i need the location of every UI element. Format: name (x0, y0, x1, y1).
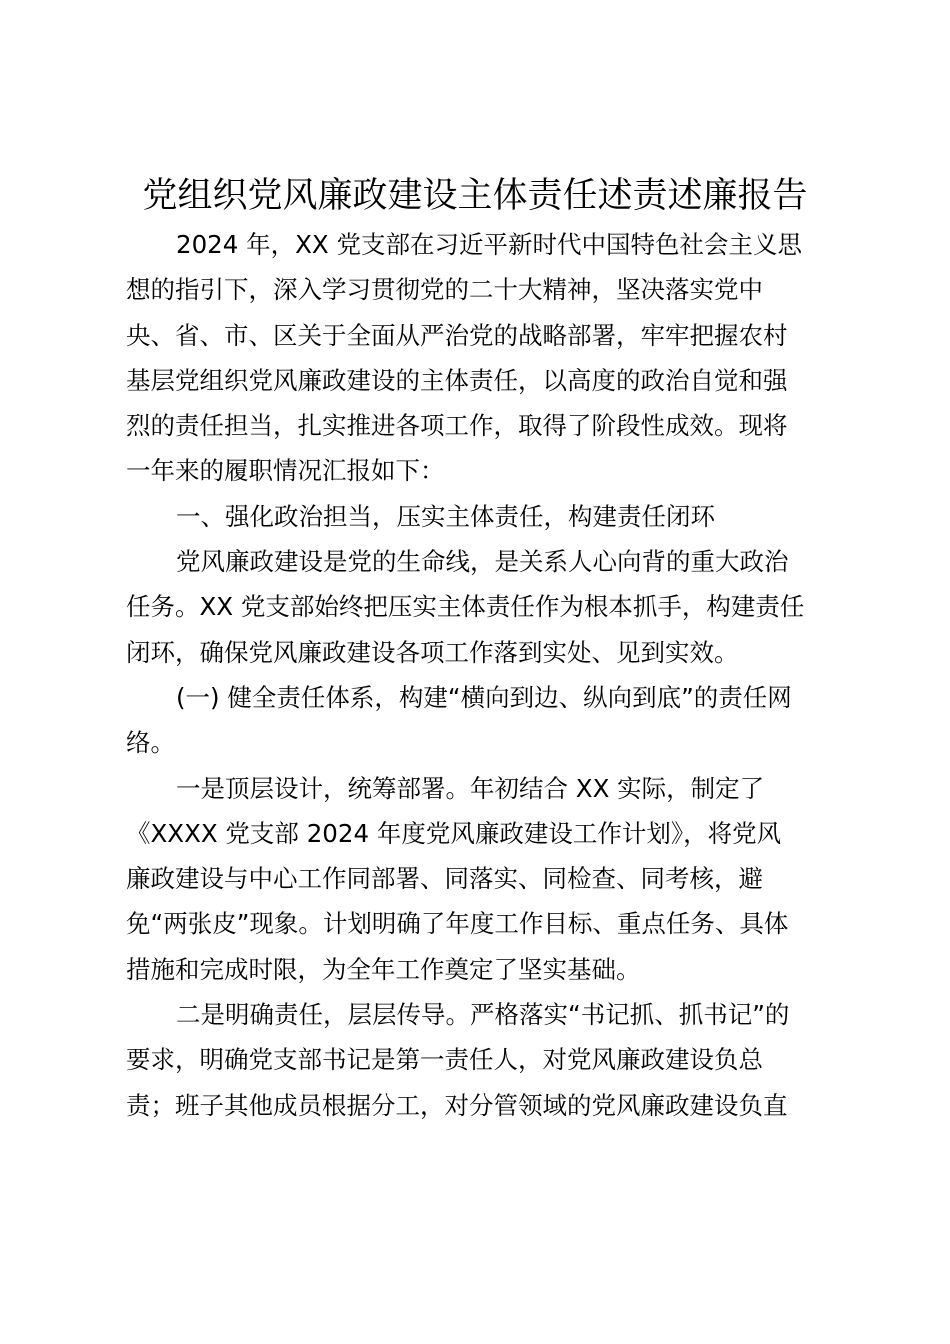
text-line: 要求，明确党支部书记是第一责任人，对党风廉政建设负总 (126, 1045, 763, 1075)
text-line: 央、省、市、区关于全面从严治党的战略部署，牢牢把握农村 (126, 320, 788, 350)
text-line: 一是顶层设计，统筹部署。年初结合 XX 实际，制定了 (176, 773, 765, 803)
document-title: 党组织党风廉政建设主体责任述责述廉报告 (142, 176, 808, 216)
text-line: 《XXXX 党支部 2024 年度党风廉政建设工作计划》，将党风 (126, 818, 782, 848)
text-line: 想的指引下，深入学习贯彻党的二十大精神，坚决落实党中 (126, 275, 763, 305)
text-line: 责；班子其他成员根据分工，对分管领域的党风廉政建设负直 (126, 1090, 788, 1120)
text-line: 免“两张皮”现象。计划明确了年度工作目标、重点任务、具体 (126, 909, 789, 939)
text-line: 一、强化政治担当，压实主体责任，构建责任闭环 (176, 501, 715, 531)
text-line: 一年来的履职情况汇报如下： (126, 456, 445, 486)
text-line: 二是明确责任，层层传导。严格落实“书记抓、抓书记”的 (176, 1000, 790, 1030)
text-line: 任务。XX 党支部始终把压实主体责任作为根本抓手，构建责任 (126, 592, 805, 622)
text-line: 络。 (126, 728, 175, 758)
text-line: 措施和完成时限，为全年工作奠定了坚实基础。 (126, 954, 641, 984)
text-line: (一) 健全责任体系，构建“横向到边、纵向到底”的责任网 (176, 682, 792, 712)
text-line: 基层党组织党风廉政建设的主体责任，以高度的政治自觉和强 (126, 365, 788, 395)
text-line: 党风廉政建设是党的生命线，是关系人心向背的重大政治 (176, 547, 789, 577)
document-body (126, 222, 836, 1128)
text-line: 廉政建设与中心工作同部署、同落实、同检查、同考核，避 (126, 864, 763, 894)
text-line: 闭环，确保党风廉政建设各项工作落到实处、见到实效。 (126, 637, 739, 667)
text-line: 2024 年，XX 党支部在习近平新时代中国特色社会主义思 (176, 230, 802, 259)
text-line: 烈的责任担当，扎实推进各项工作，取得了阶段性成效。现将 (126, 411, 788, 441)
